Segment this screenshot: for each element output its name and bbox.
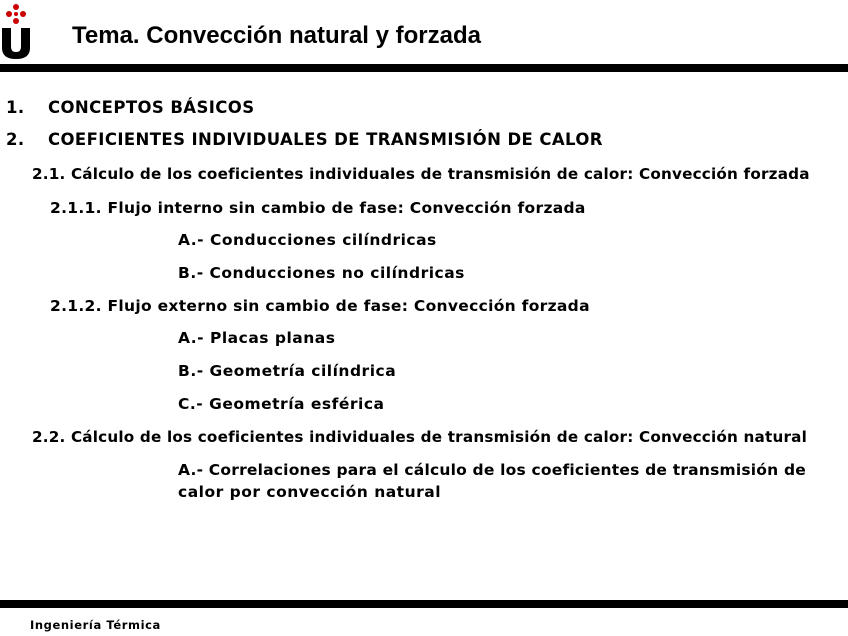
section-2-1-2: 2.1.2. Flujo externo sin cambio de fase: Convección forzada <box>50 297 590 315</box>
section-1 <box>6 98 255 118</box>
footer-divider <box>0 600 848 608</box>
section-1-number: 1. <box>6 98 25 117</box>
page-title: Tema. Convección natural y forzada <box>72 22 481 49</box>
section-2-1: 2.1. Cálculo de los coeficientes individuales de transmisión de calor: Convección forzada <box>32 165 810 183</box>
section-2-label: COEFICIENTES INDIVIDUALES DE TRANSMISIÓN DE CALOR <box>48 130 603 149</box>
list-item: A.- Conducciones cilíndricas <box>178 231 437 249</box>
section-2-2: 2.2. Cálculo de los coeficientes individuales de transmisión de calor: Convección natural <box>32 428 807 446</box>
footer-course-name: Ingeniería Térmica <box>30 618 161 632</box>
header-divider <box>0 64 848 72</box>
section-2-1-1: 2.1.1. Flujo interno sin cambio de fase: Convección forzada <box>50 199 586 217</box>
list-item: B.- Geometría cilíndrica <box>178 362 397 380</box>
list-item: A.- Placas planas <box>178 329 336 347</box>
list-item-continuation: calor por convección natural <box>178 483 442 501</box>
section-2 <box>6 130 603 150</box>
list-item: B.- Conducciones no cilíndricas <box>178 264 465 282</box>
list-item: A.- Correlaciones para el cálculo de los coeficientes de transmisión de <box>178 461 806 479</box>
section-1-label: CONCEPTOS BÁSICOS <box>48 98 255 117</box>
university-logo-icon <box>0 2 40 60</box>
section-2-number: 2. <box>6 130 25 149</box>
list-item: C.- Geometría esférica <box>178 395 385 413</box>
